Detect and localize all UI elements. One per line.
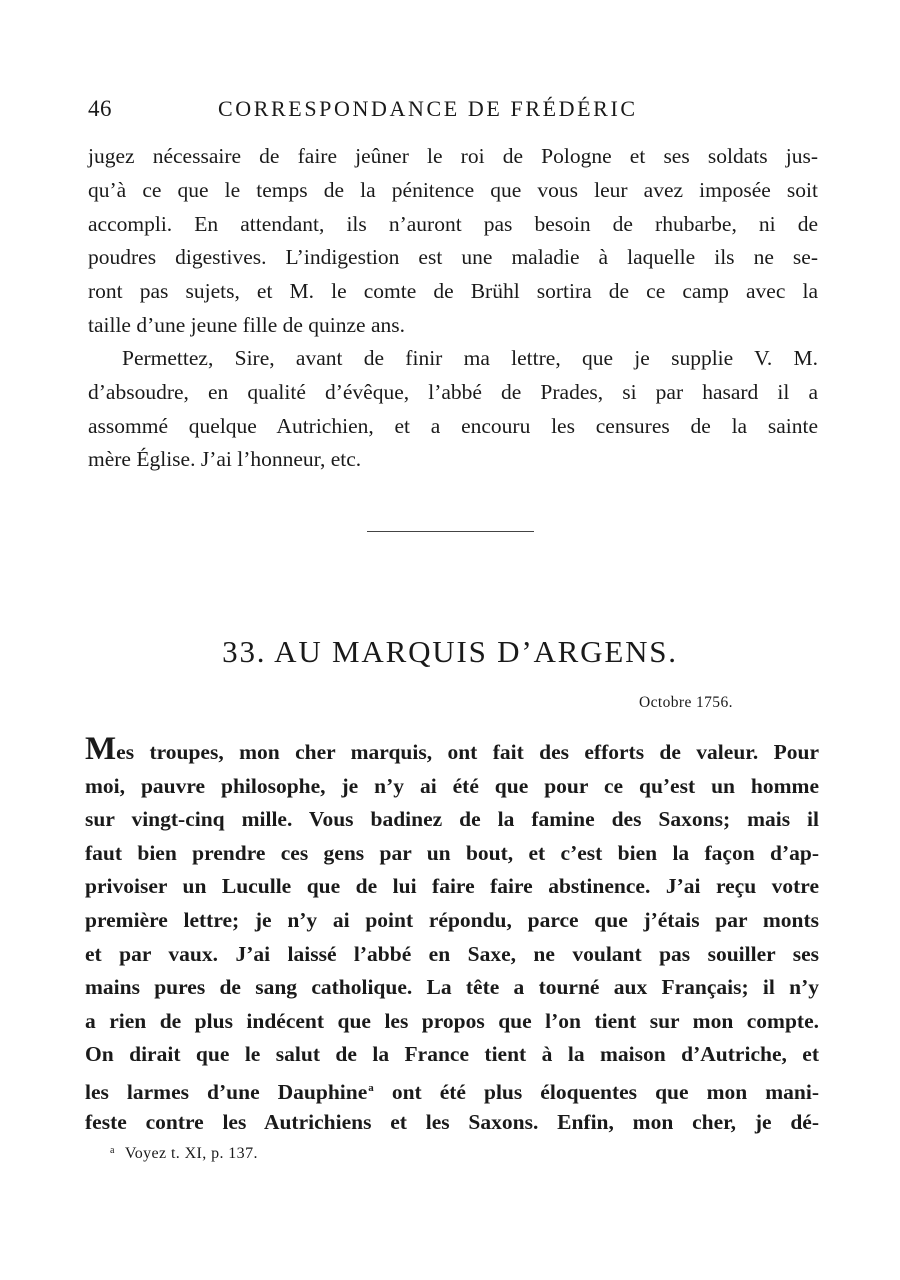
- text-line: privoiser un Luculle que de lui faire faire abstinence. J’ai reçu votre: [85, 874, 819, 899]
- previous-letter-paragraph-2: [88, 342, 818, 477]
- text-line: Permettez, Sire, avant de finir ma lettre, que je supplie V. M.: [122, 346, 818, 370]
- text-line: assommé quelque Autrichien, et a encouru les censures de la sainte: [88, 413, 818, 438]
- text-line: mère Église. J’ai l’honneur, etc.: [88, 447, 362, 472]
- text-line: d’absoudre, en qualité d’évêque, l’abbé de Prades, si par hasard il a: [88, 379, 818, 404]
- text-line: ront pas sujets, et M. le comte de Brühl sortira de ce camp avec la: [88, 279, 818, 304]
- text-line: [85, 731, 819, 770]
- letter-date: Octobre 1756.: [639, 694, 733, 711]
- text-line: et par vaux. J’ai laissé l’abbé en Saxe, ne voulant pas souiller ses: [85, 941, 819, 966]
- text-line: sur vingt-cinq mille. Vous badinez de la famine des Saxons; mais il: [85, 807, 819, 832]
- page-number: 46: [88, 96, 112, 121]
- text-line: jugez nécessaire de faire jeûner le roi de Pologne et ses soldats jus-: [88, 144, 818, 168]
- running-header: [88, 92, 816, 132]
- footnote-text: Voyez t. XI, p. 137.: [124, 1145, 258, 1162]
- text-line: poudres digestives. L’indigestion est une maladie à laquelle ils ne se-: [88, 245, 818, 270]
- text-line: a rien de plus indécent que les propos que l’on tient sur mon compte.: [85, 1008, 819, 1033]
- text-line-before-note: les larmes d’une Dauphine: [85, 1079, 368, 1104]
- text-line: mains pures de sang catholique. La tête a tourné aux Français; il n’y: [85, 975, 819, 1000]
- text-line: [85, 1072, 819, 1106]
- text-line: première lettre; je n’y ai point répondu, parce que j’étais par monts: [85, 907, 819, 932]
- text-line: feste contre les Autrichiens et les Saxons. Enfin, mon cher, je dé-: [85, 1109, 819, 1134]
- drop-cap: M: [85, 731, 117, 767]
- footnote-reference: a: [368, 1081, 374, 1094]
- running-title: CORRESPONDANCE DE FRÉDÉRIC: [218, 96, 638, 121]
- text-line: faut bien prendre ces gens par un bout, et c’est bien la façon d’ap-: [85, 840, 819, 865]
- footnote-marker: a: [110, 1145, 115, 1156]
- text-line: accompli. En attendant, ils n’auront pas besoin de rhubarbe, ni de: [88, 211, 818, 236]
- footnote: [110, 1145, 258, 1163]
- section-divider: [367, 531, 534, 532]
- text-line: qu’à ce que le temps de la pénitence que vous leur avez imposée soit: [88, 177, 818, 202]
- letter-body: [85, 731, 819, 1139]
- text-line: moi, pauvre philosophe, je n’y ai été que pour ce qu’est un homme: [85, 773, 819, 798]
- previous-letter-paragraph-1: [88, 140, 818, 343]
- letter-title: 33. AU MARQUIS D’ARGENS.: [222, 634, 678, 669]
- text-line: On dirait que le salut de la France tient à la maison d’Autriche, et: [85, 1042, 819, 1067]
- text-line-after-note: ont été plus éloquentes que mon mani-: [373, 1079, 819, 1104]
- text-line-rest: es troupes, mon cher marquis, ont fait des efforts de valeur. Pour: [116, 740, 819, 764]
- text-line: taille d’une jeune fille de quinze ans.: [88, 312, 405, 337]
